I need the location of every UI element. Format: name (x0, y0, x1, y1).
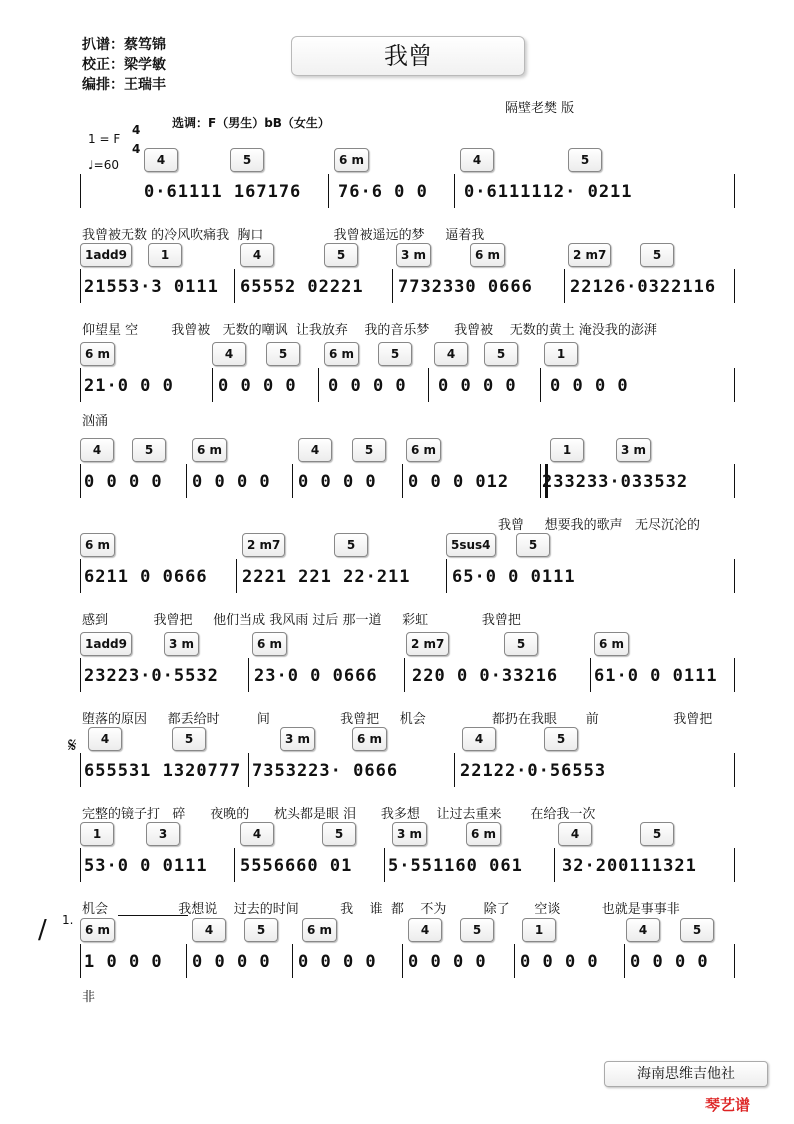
chord-box: 5 (378, 342, 412, 366)
chord-box: 5 (322, 822, 356, 846)
measure-notes: 65·0 0 0111 (452, 567, 576, 587)
chord-box: 3 (146, 822, 180, 846)
credit-proofreader: 校正：梁学敏 (82, 57, 166, 73)
lyric-line: 机会 我想说 过去的时间 我 谁 都 不为 除了 空谈 也就是事事非 (82, 902, 680, 917)
bar-line (554, 848, 555, 882)
measure-notes: 1 0 0 0 (84, 952, 163, 972)
bar-line (446, 559, 447, 593)
measure-notes: 65552 02221 (240, 277, 364, 297)
chord-box: 5 (640, 243, 674, 267)
chord-box: 2 m7 (406, 632, 449, 656)
bar-line (80, 464, 81, 498)
bar-line (428, 368, 429, 402)
credit-arranger: 编排：王瑞丰 (82, 77, 166, 93)
chord-box: 1add9 (80, 243, 132, 267)
measure-notes: 0 0 0 0 (550, 376, 629, 396)
lyric-line: 非 (82, 990, 96, 1005)
time-signature-top: 4 (132, 123, 141, 137)
chord-box: 6 m (80, 342, 115, 366)
chord-box: 1 (522, 918, 556, 942)
chord-box: 6 m (406, 438, 441, 462)
measure-notes: 0 0 0 0 (520, 952, 599, 972)
chord-box: 6 m (594, 632, 629, 656)
chord-box: 6 m (80, 918, 115, 942)
chord-box: 4 (88, 727, 122, 751)
chord-box: 5 (680, 918, 714, 942)
version-label: 隔壁老樊 版 (505, 101, 575, 116)
repeat-bar-line (540, 464, 548, 498)
chord-box: 5 (334, 533, 368, 557)
lyric-line: 仰望星 空 我曾被 无数的嘲讽 让我放弃 我的音乐梦 我曾被 无数的黄土 淹没我的澎湃 (82, 323, 657, 338)
chord-box: 4 (298, 438, 332, 462)
chord-box: 4 (192, 918, 226, 942)
chord-box: 3 m (616, 438, 651, 462)
chord-box: 1 (80, 822, 114, 846)
chord-box: 5 (352, 438, 386, 462)
measure-notes: 0 0 0 0 (298, 952, 377, 972)
chord-box: 4 (240, 243, 274, 267)
chord-box: 1 (550, 438, 584, 462)
chord-box: 6 m (80, 533, 115, 557)
bar-line (392, 269, 393, 303)
bar-line (80, 848, 81, 882)
chord-box: 3 m (280, 727, 315, 751)
chord-box: 6 m (192, 438, 227, 462)
chord-box: 5 (132, 438, 166, 462)
measure-notes: 5556660 01 (240, 856, 353, 876)
bar-line (624, 944, 625, 978)
tempo-mark: ♩=60 (88, 158, 119, 172)
bar-line (564, 269, 565, 303)
bar-line (234, 848, 235, 882)
chord-box: 5 (266, 342, 300, 366)
measure-notes: 0 0 0 0 (298, 472, 377, 492)
chord-box: 6 m (466, 822, 501, 846)
lyric-line: 我曾 想要我的歌声 无尽沉沦的 (498, 518, 701, 533)
chord-box: 5 (244, 918, 278, 942)
measure-notes: 22122·0·56553 (460, 761, 607, 781)
chord-box: 5 (230, 148, 264, 172)
chord-box: 4 (434, 342, 468, 366)
bar-line (734, 658, 735, 692)
bar-line (318, 368, 319, 402)
lyric-line: 汹涌 (82, 414, 109, 429)
measure-notes: 61·0 0 0111 (594, 666, 718, 686)
lyric-line: 我曾被无数 的冷风吹痛我 胸口 我曾被遥远的梦 逼着我 (82, 228, 485, 243)
measure-notes: 0 0 0 0 (192, 952, 271, 972)
measure-notes: 233233·033532 (542, 472, 689, 492)
ending-bracket-icon: / (38, 915, 47, 945)
chord-box: 2 m7 (568, 243, 611, 267)
chord-box: 5 (324, 243, 358, 267)
bar-line (80, 368, 81, 402)
measure-notes: 76·6 0 0 (338, 182, 428, 202)
lyric-line: 堕落的原因 都丢给时 间 我曾把 机会 都扔在我眼 前 我曾把 (82, 712, 713, 727)
bar-line (80, 753, 81, 787)
chord-box: 4 (558, 822, 592, 846)
chord-box: 5 (568, 148, 602, 172)
chord-box: 6 m (324, 342, 359, 366)
bar-line (734, 464, 735, 498)
chord-box: 6 m (334, 148, 369, 172)
measure-notes: 6211 0 0666 (84, 567, 208, 587)
bar-line (734, 174, 735, 208)
site-logo: 琴艺谱 (705, 1096, 751, 1114)
bar-line (186, 944, 187, 978)
bar-line (454, 174, 455, 208)
time-signature-bottom: 4 (132, 142, 141, 156)
bar-line (292, 944, 293, 978)
chord-box: 4 (462, 727, 496, 751)
chord-box: 5 (460, 918, 494, 942)
chord-box: 5 (516, 533, 550, 557)
chord-box: 4 (460, 148, 494, 172)
bar-line (248, 658, 249, 692)
bar-line (80, 658, 81, 692)
bar-line (234, 269, 235, 303)
measure-notes: 0 0 0 0 (192, 472, 271, 492)
chord-box: 1 (544, 342, 578, 366)
bar-line (402, 944, 403, 978)
bar-line (212, 368, 213, 402)
bar-line (734, 944, 735, 978)
measure-notes: 0 0 0 012 (408, 472, 510, 492)
ending-number: 1. (62, 913, 74, 927)
measure-notes: 2221 221 22·211 (242, 567, 411, 587)
measure-notes: 5·551160 061 (388, 856, 523, 876)
bar-line (734, 753, 735, 787)
bar-line (384, 848, 385, 882)
bar-line (404, 658, 405, 692)
lyric-line: 完整的镜子打 碎 夜晚的 枕头都是眼 泪 我多想 让过去重来 在给我一次 (82, 807, 596, 822)
lyric-line: 感到 我曾把 他们当成 我风雨 过后 那一道 彩虹 我曾把 (82, 613, 521, 628)
bar-line (454, 753, 455, 787)
bar-line (292, 464, 293, 498)
measure-notes: 0 0 0 0 (438, 376, 517, 396)
chord-box: 5 (484, 342, 518, 366)
measure-notes: 23223·0·5532 (84, 666, 219, 686)
bar-line (80, 174, 81, 208)
credit-transcriber: 扒谱：蔡笃锦 (82, 37, 166, 53)
footer-label: 海南思维吉他社 (604, 1061, 768, 1087)
measure-notes: 53·0 0 0111 (84, 856, 208, 876)
chord-box: 4 (144, 148, 178, 172)
bar-line (514, 944, 515, 978)
bar-line (80, 269, 81, 303)
key-selection: 选调：F（男生）bB（女生） (172, 116, 330, 130)
measure-notes: 0 0 0 0 (84, 472, 163, 492)
song-title: 我曾 (291, 36, 525, 76)
measure-notes: 23·0 0 0666 (254, 666, 378, 686)
measure-notes: 0 0 0 0 (218, 376, 297, 396)
bar-line (540, 368, 541, 402)
bar-line (734, 269, 735, 303)
chord-box: 6 m (470, 243, 505, 267)
bar-line (186, 464, 187, 498)
chord-box: 5 (544, 727, 578, 751)
bar-line (80, 559, 81, 593)
measure-notes: 21553·3 0111 (84, 277, 219, 297)
chord-box: 6 m (302, 918, 337, 942)
bar-line (734, 368, 735, 402)
bar-line (328, 174, 329, 208)
measure-notes: 0·61111 167176 (144, 182, 302, 202)
chord-box: 4 (626, 918, 660, 942)
measure-notes: 0 0 0 0 (630, 952, 709, 972)
chord-box: 1 (148, 243, 182, 267)
chord-box: 5 (640, 822, 674, 846)
chord-box: 3 m (392, 822, 427, 846)
chord-box: 2 m7 (242, 533, 285, 557)
chord-box: 6 m (352, 727, 387, 751)
measure-notes: 32·200111321 (562, 856, 697, 876)
measure-notes: 7353223· 0666 (252, 761, 399, 781)
chord-box: 6 m (252, 632, 287, 656)
measure-notes: 220 0 0·33216 (412, 666, 559, 686)
chord-box: 5 (172, 727, 206, 751)
measure-notes: 21·0 0 0 (84, 376, 174, 396)
bar-line (734, 559, 735, 593)
bar-line (248, 753, 249, 787)
measure-notes: 0 0 0 0 (328, 376, 407, 396)
chord-box: 5 (504, 632, 538, 656)
measure-notes: 7732330 0666 (398, 277, 533, 297)
measure-notes: 0·6111112· 0211 (464, 182, 633, 202)
chord-box: 3 m (396, 243, 431, 267)
chord-box: 3 m (164, 632, 199, 656)
segno-icon: 𝄋 (68, 733, 77, 757)
chord-box: 4 (80, 438, 114, 462)
bar-line (80, 944, 81, 978)
chord-box: 4 (240, 822, 274, 846)
bar-line (590, 658, 591, 692)
key-signature: 1 = F (88, 132, 121, 146)
chord-box: 4 (408, 918, 442, 942)
bar-line (734, 848, 735, 882)
bar-line (236, 559, 237, 593)
chord-box: 4 (212, 342, 246, 366)
chord-box: 5sus4 (446, 533, 496, 557)
measure-notes: 22126·0322116 (570, 277, 717, 297)
measure-notes: 655531 1320777 (84, 761, 242, 781)
measure-notes: 0 0 0 0 (408, 952, 487, 972)
bar-line (402, 464, 403, 498)
chord-box: 1add9 (80, 632, 132, 656)
